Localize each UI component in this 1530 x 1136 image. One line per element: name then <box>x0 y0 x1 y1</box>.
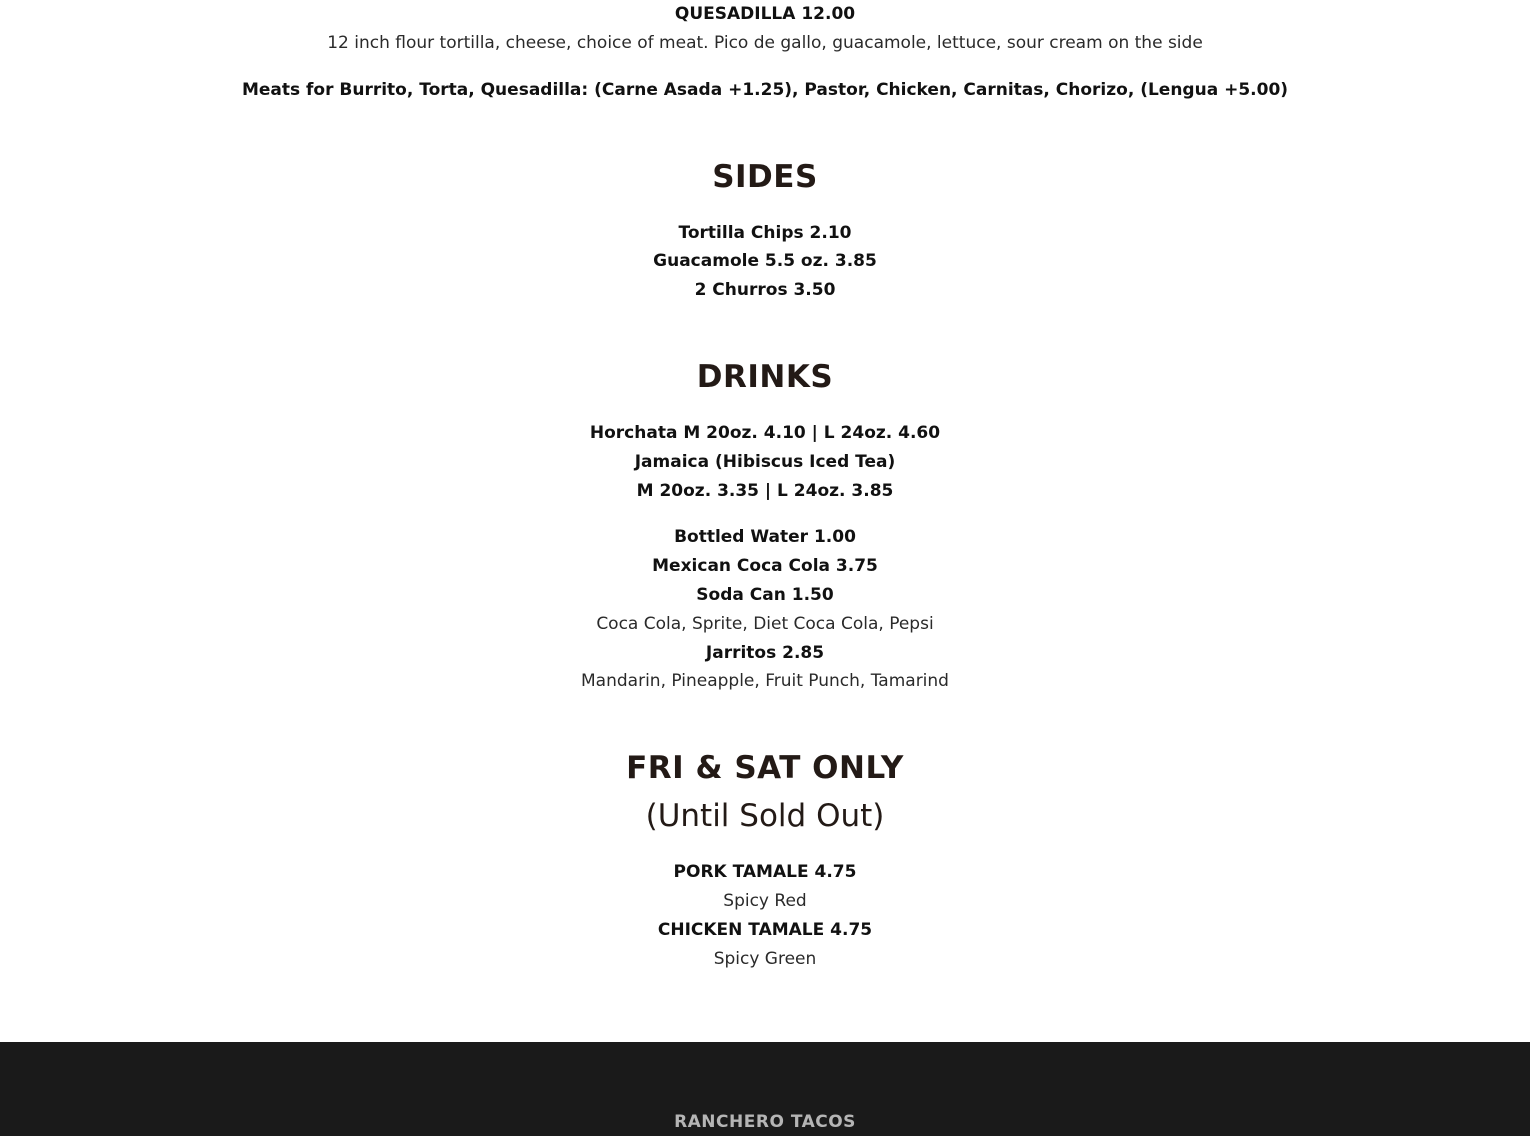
drinks-heading: DRINKS <box>696 359 834 395</box>
drink-item-mexican-coke: Mexican Coca Cola 3.75 <box>652 556 878 576</box>
sides-heading: SIDES <box>712 159 818 195</box>
drink-item-soda-can: Soda Can 1.50 <box>696 585 834 605</box>
drink-item-jamaica-prices: M 20oz. 3.35 | L 24oz. 3.85 <box>636 481 894 501</box>
soda-can-flavors: Coca Cola, Sprite, Diet Coca Cola, Pepsi <box>596 614 934 634</box>
weekend-heading: FRI & SAT ONLY <box>626 750 904 786</box>
side-item-tortilla-chips: Tortilla Chips 2.10 <box>678 223 852 243</box>
footer-brand-link[interactable]: RANCHERO TACOS <box>674 1112 856 1132</box>
weekend-subheading: (Until Sold Out) <box>645 798 885 834</box>
drink-item-bottled-water: Bottled Water 1.00 <box>674 527 856 547</box>
pork-tamale-description: Spicy Red <box>723 891 807 911</box>
weekend-item-chicken-tamale: CHICKEN TAMALE 4.75 <box>657 920 873 940</box>
jarritos-flavors: Mandarin, Pineapple, Fruit Punch, Tamarind <box>581 671 949 691</box>
drink-item-jarritos: Jarritos 2.85 <box>705 643 825 663</box>
quesadilla-item: QUESADILLA 12.00 <box>674 4 856 24</box>
side-item-guacamole: Guacamole 5.5 oz. 3.85 <box>653 251 877 271</box>
side-item-churros: 2 Churros 3.50 <box>694 280 836 300</box>
drink-item-horchata: Horchata M 20oz. 4.10 | L 24oz. 4.60 <box>589 423 941 443</box>
quesadilla-description: 12 inch flour tortilla, cheese, choice of meat. Pico de gallo, guacamole, lettuce, sour cream on the side <box>327 33 1203 53</box>
weekend-item-pork-tamale: PORK TAMALE 4.75 <box>673 862 857 882</box>
drink-item-jamaica: Jamaica (Hibiscus Iced Tea) <box>634 452 896 472</box>
chicken-tamale-description: Spicy Green <box>713 949 817 969</box>
meats-note: Meats for Burrito, Torta, Quesadilla: (Carne Asada +1.25), Pastor, Chicken, Carnitas, Chorizo, (Lengua +5.00) <box>241 80 1289 100</box>
